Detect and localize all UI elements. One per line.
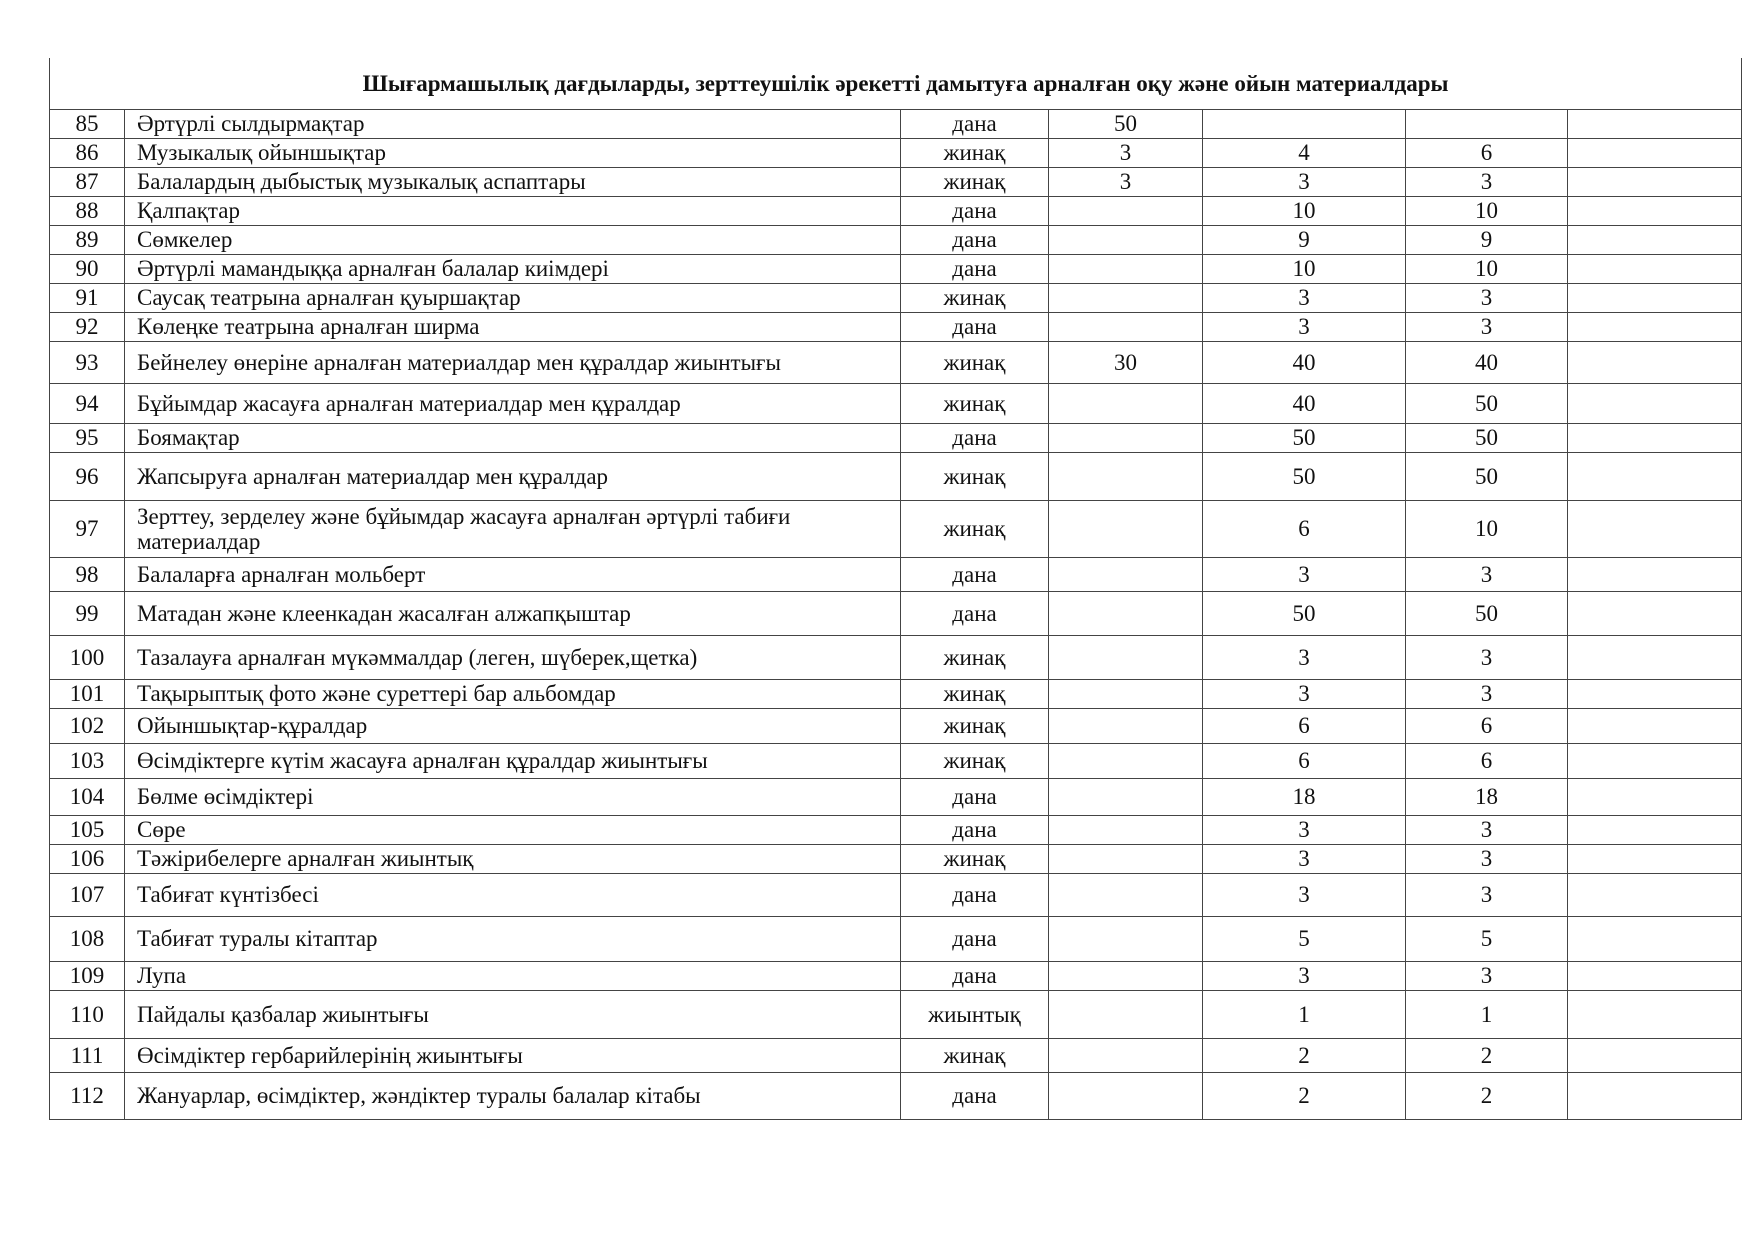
quantity-col-2: 9 xyxy=(1203,226,1406,255)
row-number: 103 xyxy=(50,744,125,779)
row-number: 111 xyxy=(50,1039,125,1073)
quantity-col-1 xyxy=(1049,779,1203,816)
quantity-col-4 xyxy=(1568,874,1742,917)
quantity-col-2: 50 xyxy=(1203,592,1406,636)
quantity-col-2: 3 xyxy=(1203,168,1406,197)
item-name: Тәжірибелерге арналған жиынтық xyxy=(125,845,901,874)
quantity-col-1: 50 xyxy=(1049,110,1203,139)
item-name: Пайдалы қазбалар жиынтығы xyxy=(125,991,901,1039)
table-row xyxy=(50,962,1742,991)
table-row xyxy=(50,313,1742,342)
unit-of-measure: дана xyxy=(901,558,1049,592)
item-name: Әртүрлі сылдырмақтар xyxy=(125,110,901,139)
quantity-col-2: 3 xyxy=(1203,558,1406,592)
quantity-col-4 xyxy=(1568,636,1742,680)
row-number: 92 xyxy=(50,313,125,342)
item-name: Қалпақтар xyxy=(125,197,901,226)
row-number: 96 xyxy=(50,453,125,501)
table-row xyxy=(50,991,1742,1039)
row-number: 110 xyxy=(50,991,125,1039)
quantity-col-2: 40 xyxy=(1203,342,1406,384)
quantity-col-1 xyxy=(1049,845,1203,874)
quantity-col-2: 5 xyxy=(1203,917,1406,962)
quantity-col-2: 6 xyxy=(1203,709,1406,744)
unit-of-measure: дана xyxy=(901,255,1049,284)
table-row xyxy=(50,284,1742,313)
quantity-col-4 xyxy=(1568,962,1742,991)
quantity-col-3: 3 xyxy=(1406,168,1568,197)
quantity-col-2: 3 xyxy=(1203,874,1406,917)
unit-of-measure: жинақ xyxy=(901,384,1049,424)
row-number: 99 xyxy=(50,592,125,636)
quantity-col-4 xyxy=(1568,680,1742,709)
quantity-col-1 xyxy=(1049,592,1203,636)
quantity-col-4 xyxy=(1568,816,1742,845)
table-row xyxy=(50,845,1742,874)
quantity-col-2: 3 xyxy=(1203,816,1406,845)
quantity-col-1 xyxy=(1049,501,1203,558)
quantity-col-4 xyxy=(1568,709,1742,744)
quantity-col-1 xyxy=(1049,284,1203,313)
row-number: 95 xyxy=(50,424,125,453)
table-row xyxy=(50,168,1742,197)
quantity-col-1: 3 xyxy=(1049,139,1203,168)
row-number: 93 xyxy=(50,342,125,384)
quantity-col-3: 3 xyxy=(1406,816,1568,845)
quantity-col-1 xyxy=(1049,1039,1203,1073)
table-row xyxy=(50,592,1742,636)
row-number: 100 xyxy=(50,636,125,680)
quantity-col-2: 10 xyxy=(1203,197,1406,226)
table-row xyxy=(50,744,1742,779)
item-name: Бөлме өсімдіктері xyxy=(125,779,901,816)
row-number: 87 xyxy=(50,168,125,197)
quantity-col-4 xyxy=(1568,168,1742,197)
row-number: 91 xyxy=(50,284,125,313)
quantity-col-2: 4 xyxy=(1203,139,1406,168)
unit-of-measure: жинақ xyxy=(901,453,1049,501)
item-name: Балалардың дыбыстық музыкалық аспаптары xyxy=(125,168,901,197)
quantity-col-2: 3 xyxy=(1203,636,1406,680)
quantity-col-4 xyxy=(1568,744,1742,779)
unit-of-measure: дана xyxy=(901,592,1049,636)
unit-of-measure: дана xyxy=(901,110,1049,139)
unit-of-measure: жинақ xyxy=(901,1039,1049,1073)
section-title-row xyxy=(50,58,1742,110)
quantity-col-1 xyxy=(1049,636,1203,680)
quantity-col-3: 1 xyxy=(1406,991,1568,1039)
quantity-col-4 xyxy=(1568,991,1742,1039)
quantity-col-1 xyxy=(1049,384,1203,424)
quantity-col-1 xyxy=(1049,744,1203,779)
item-name: Өсімдіктерге күтім жасауға арналған құралдар жиынтығы xyxy=(125,744,901,779)
quantity-col-2: 50 xyxy=(1203,453,1406,501)
row-number: 106 xyxy=(50,845,125,874)
table-row xyxy=(50,816,1742,845)
quantity-col-4 xyxy=(1568,284,1742,313)
quantity-col-3: 3 xyxy=(1406,636,1568,680)
item-name: Лупа xyxy=(125,962,901,991)
quantity-col-1 xyxy=(1049,453,1203,501)
row-number: 98 xyxy=(50,558,125,592)
section-title: Шығармашылық дағдыларды, зерттеушілік әрекетті дамытуға арналған оқу және ойын материалдары xyxy=(50,58,1742,110)
table-row xyxy=(50,779,1742,816)
quantity-col-3: 18 xyxy=(1406,779,1568,816)
quantity-col-1 xyxy=(1049,991,1203,1039)
item-name: Әртүрлі мамандыққа арналған балалар киімдері xyxy=(125,255,901,284)
row-number: 94 xyxy=(50,384,125,424)
table-row xyxy=(50,453,1742,501)
quantity-col-1 xyxy=(1049,197,1203,226)
quantity-col-3: 3 xyxy=(1406,313,1568,342)
materials-table-body xyxy=(50,58,1742,1120)
unit-of-measure: жинақ xyxy=(901,709,1049,744)
quantity-col-4 xyxy=(1568,313,1742,342)
quantity-col-1: 30 xyxy=(1049,342,1203,384)
quantity-col-3: 2 xyxy=(1406,1039,1568,1073)
item-name: Табиғат күнтізбесі xyxy=(125,874,901,917)
unit-of-measure: дана xyxy=(901,779,1049,816)
quantity-col-1 xyxy=(1049,313,1203,342)
quantity-col-1 xyxy=(1049,874,1203,917)
unit-of-measure: дана xyxy=(901,313,1049,342)
quantity-col-1 xyxy=(1049,226,1203,255)
item-name: Матадан және клеенкадан жасалған алжапқыштар xyxy=(125,592,901,636)
row-number: 86 xyxy=(50,139,125,168)
table-row xyxy=(50,424,1742,453)
quantity-col-2: 10 xyxy=(1203,255,1406,284)
unit-of-measure: дана xyxy=(901,1073,1049,1120)
quantity-col-3: 3 xyxy=(1406,558,1568,592)
item-name: Зерттеу, зерделеу және бұйымдар жасауға арналған әртүрлі табиғи материалдар xyxy=(125,501,901,558)
quantity-col-2: 18 xyxy=(1203,779,1406,816)
quantity-col-1 xyxy=(1049,816,1203,845)
item-name: Жануарлар, өсімдіктер, жәндіктер туралы балалар кітабы xyxy=(125,1073,901,1120)
table-row xyxy=(50,1073,1742,1120)
materials-table xyxy=(49,58,1742,1120)
quantity-col-4 xyxy=(1568,342,1742,384)
item-name: Боямақтар xyxy=(125,424,901,453)
table-row xyxy=(50,874,1742,917)
row-number: 90 xyxy=(50,255,125,284)
unit-of-measure: жинақ xyxy=(901,680,1049,709)
quantity-col-3: 6 xyxy=(1406,709,1568,744)
unit-of-measure: дана xyxy=(901,874,1049,917)
quantity-col-4 xyxy=(1568,558,1742,592)
table-row xyxy=(50,255,1742,284)
quantity-col-2 xyxy=(1203,110,1406,139)
quantity-col-4 xyxy=(1568,917,1742,962)
row-number: 97 xyxy=(50,501,125,558)
quantity-col-1 xyxy=(1049,1073,1203,1120)
quantity-col-3: 40 xyxy=(1406,342,1568,384)
quantity-col-1 xyxy=(1049,709,1203,744)
quantity-col-2: 3 xyxy=(1203,962,1406,991)
unit-of-measure: жинақ xyxy=(901,845,1049,874)
item-name: Ойыншықтар-құралдар xyxy=(125,709,901,744)
table-row xyxy=(50,226,1742,255)
quantity-col-2: 6 xyxy=(1203,501,1406,558)
table-row xyxy=(50,139,1742,168)
quantity-col-3: 10 xyxy=(1406,501,1568,558)
quantity-col-2: 6 xyxy=(1203,744,1406,779)
quantity-col-1 xyxy=(1049,424,1203,453)
quantity-col-3: 3 xyxy=(1406,874,1568,917)
quantity-col-3: 50 xyxy=(1406,424,1568,453)
row-number: 102 xyxy=(50,709,125,744)
item-name: Өсімдіктер гербарийлерінің жиынтығы xyxy=(125,1039,901,1073)
quantity-col-3: 50 xyxy=(1406,453,1568,501)
quantity-col-3: 2 xyxy=(1406,1073,1568,1120)
row-number: 88 xyxy=(50,197,125,226)
item-name: Бұйымдар жасауға арналған материалдар мен құралдар xyxy=(125,384,901,424)
row-number: 107 xyxy=(50,874,125,917)
quantity-col-4 xyxy=(1568,110,1742,139)
unit-of-measure: дана xyxy=(901,226,1049,255)
quantity-col-1 xyxy=(1049,917,1203,962)
item-name: Музыкалық ойыншықтар xyxy=(125,139,901,168)
quantity-col-2: 3 xyxy=(1203,680,1406,709)
row-number: 109 xyxy=(50,962,125,991)
quantity-col-3: 3 xyxy=(1406,962,1568,991)
quantity-col-3: 9 xyxy=(1406,226,1568,255)
item-name: Табиғат туралы кітаптар xyxy=(125,917,901,962)
quantity-col-3: 3 xyxy=(1406,680,1568,709)
item-name: Тақырыптық фото және суреттері бар альбомдар xyxy=(125,680,901,709)
quantity-col-4 xyxy=(1568,453,1742,501)
unit-of-measure: жинақ xyxy=(901,501,1049,558)
row-number: 85 xyxy=(50,110,125,139)
row-number: 89 xyxy=(50,226,125,255)
quantity-col-4 xyxy=(1568,197,1742,226)
quantity-col-4 xyxy=(1568,845,1742,874)
table-row xyxy=(50,110,1742,139)
quantity-col-2: 3 xyxy=(1203,284,1406,313)
row-number: 104 xyxy=(50,779,125,816)
row-number: 112 xyxy=(50,1073,125,1120)
quantity-col-3: 10 xyxy=(1406,197,1568,226)
quantity-col-2: 1 xyxy=(1203,991,1406,1039)
quantity-col-1: 3 xyxy=(1049,168,1203,197)
row-number: 101 xyxy=(50,680,125,709)
item-name: Сөре xyxy=(125,816,901,845)
quantity-col-1 xyxy=(1049,962,1203,991)
quantity-col-1 xyxy=(1049,558,1203,592)
item-name: Тазалауға арналған мүкәммалдар (леген, шүберек,щетка) xyxy=(125,636,901,680)
quantity-col-2: 3 xyxy=(1203,845,1406,874)
unit-of-measure: жинақ xyxy=(901,744,1049,779)
quantity-col-2: 2 xyxy=(1203,1073,1406,1120)
item-name: Бейнелеу өнеріне арналған материалдар мен құралдар жиынтығы xyxy=(125,342,901,384)
quantity-col-3: 3 xyxy=(1406,845,1568,874)
quantity-col-4 xyxy=(1568,1073,1742,1120)
quantity-col-2: 50 xyxy=(1203,424,1406,453)
quantity-col-4 xyxy=(1568,779,1742,816)
unit-of-measure: дана xyxy=(901,424,1049,453)
item-name: Сөмкелер xyxy=(125,226,901,255)
quantity-col-4 xyxy=(1568,255,1742,284)
quantity-col-4 xyxy=(1568,592,1742,636)
quantity-col-3: 5 xyxy=(1406,917,1568,962)
table-row xyxy=(50,558,1742,592)
table-row xyxy=(50,384,1742,424)
unit-of-measure: дана xyxy=(901,917,1049,962)
quantity-col-4 xyxy=(1568,501,1742,558)
quantity-col-3: 6 xyxy=(1406,139,1568,168)
quantity-col-2: 40 xyxy=(1203,384,1406,424)
item-name: Балаларға арналған мольберт xyxy=(125,558,901,592)
table-row xyxy=(50,501,1742,558)
unit-of-measure: дана xyxy=(901,197,1049,226)
quantity-col-4 xyxy=(1568,384,1742,424)
table-row xyxy=(50,636,1742,680)
unit-of-measure: жинақ xyxy=(901,636,1049,680)
quantity-col-4 xyxy=(1568,1039,1742,1073)
table-row xyxy=(50,680,1742,709)
table-row xyxy=(50,197,1742,226)
unit-of-measure: дана xyxy=(901,962,1049,991)
row-number: 108 xyxy=(50,917,125,962)
quantity-col-1 xyxy=(1049,680,1203,709)
item-name: Саусақ театрына арналған қуыршақтар xyxy=(125,284,901,313)
table-row xyxy=(50,917,1742,962)
quantity-col-4 xyxy=(1568,226,1742,255)
item-name: Жапсыруға арналған материалдар мен құралдар xyxy=(125,453,901,501)
unit-of-measure: жинақ xyxy=(901,342,1049,384)
quantity-col-4 xyxy=(1568,424,1742,453)
quantity-col-1 xyxy=(1049,255,1203,284)
quantity-col-3 xyxy=(1406,110,1568,139)
unit-of-measure: жинақ xyxy=(901,284,1049,313)
table-row xyxy=(50,1039,1742,1073)
row-number: 105 xyxy=(50,816,125,845)
quantity-col-4 xyxy=(1568,139,1742,168)
table-row xyxy=(50,709,1742,744)
table-row xyxy=(50,342,1742,384)
quantity-col-2: 3 xyxy=(1203,313,1406,342)
unit-of-measure: жинақ xyxy=(901,168,1049,197)
quantity-col-3: 10 xyxy=(1406,255,1568,284)
unit-of-measure: дана xyxy=(901,816,1049,845)
quantity-col-3: 6 xyxy=(1406,744,1568,779)
quantity-col-3: 50 xyxy=(1406,592,1568,636)
unit-of-measure: жинақ xyxy=(901,139,1049,168)
quantity-col-2: 2 xyxy=(1203,1039,1406,1073)
quantity-col-3: 50 xyxy=(1406,384,1568,424)
item-name: Көлеңке театрына арналған ширма xyxy=(125,313,901,342)
quantity-col-3: 3 xyxy=(1406,284,1568,313)
unit-of-measure: жиынтық xyxy=(901,991,1049,1039)
